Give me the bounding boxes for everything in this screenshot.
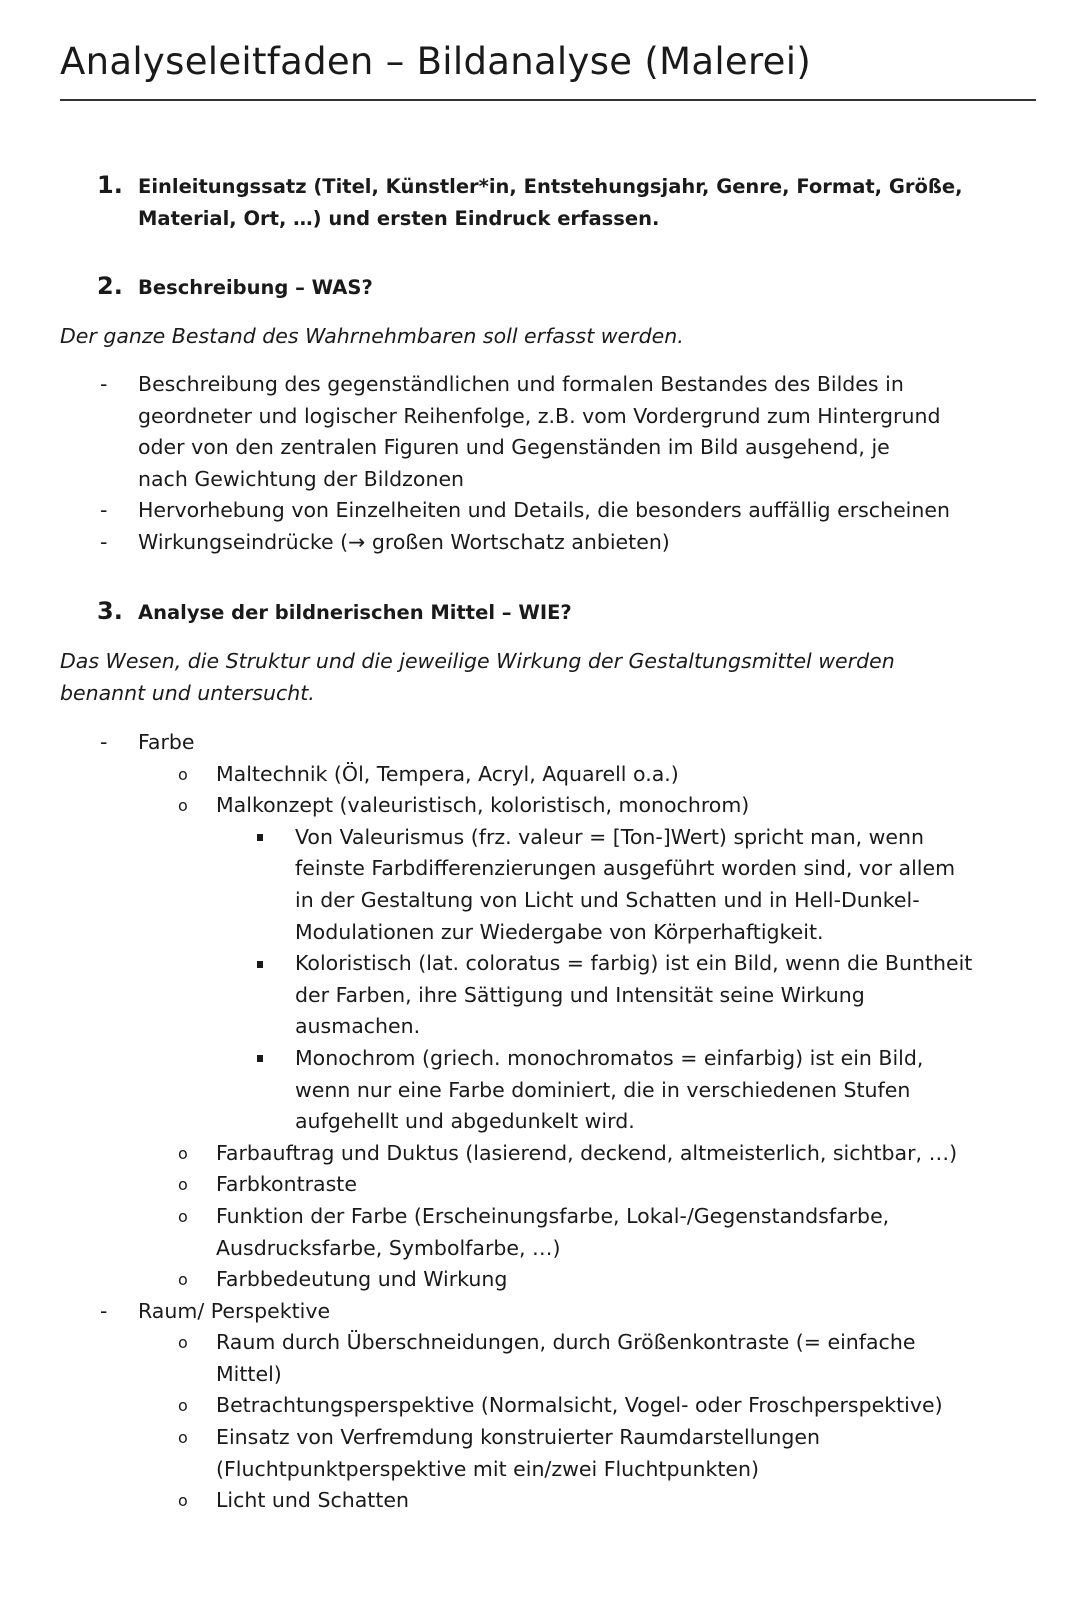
section-number: 2. (97, 272, 123, 300)
dash-bullet-icon: - (100, 498, 108, 523)
list-item (0, 759, 1080, 791)
list-item (0, 1138, 1080, 1170)
square-bullet-icon (257, 822, 263, 854)
item-text: (Fluchtpunktperspektive mit ein/zwei Fluchtpunkten) (216, 1456, 759, 1481)
section-number: 1. (97, 171, 123, 199)
section-2-bullets (0, 369, 1080, 559)
item-text: Farbkontraste (216, 1172, 357, 1197)
section-number: 3. (97, 597, 123, 625)
item-text: Farbauftrag und Duktus (lasierend, deckend, altmeisterlich, sichtbar, …) (216, 1140, 958, 1165)
list-item (0, 1327, 1080, 1359)
dash-bullet-icon: - (100, 1298, 108, 1323)
circle-bullet-icon: o (178, 1428, 188, 1448)
item-text: geordneter und logischer Reihenfolge, z.B. vom Vordergrund zum Hintergrund (138, 403, 941, 428)
heading-line: Material, Ort, …) und ersten Eindruck erfassen. (138, 206, 660, 230)
page-title: Analyseleitfaden – Bildanalyse (Malerei) (60, 40, 812, 83)
item-text: Beschreibung des gegenständlichen und formalen Bestandes des Bildes in (138, 372, 904, 396)
circle-bullet-icon: o (178, 1143, 188, 1163)
square-bullet-icon (257, 1043, 263, 1075)
circle-bullet-icon: o (178, 1491, 188, 1511)
item-text: Wirkungseindrücke (→ großen Wortschatz anbieten) (138, 529, 670, 554)
item-text: Maltechnik (Öl, Tempera, Acryl, Aquarell o.a.) (216, 761, 679, 786)
item-text: der Farben, ihre Sättigung und Intensität seine Wirkung (295, 982, 865, 1007)
list-item (0, 1169, 1080, 1201)
circle-bullet-icon: o (178, 796, 188, 816)
item-text: Raum durch Überschneidungen, durch Größenkontraste (= einfache (216, 1330, 916, 1355)
item-text: Betrachtungsperspektive (Normalsicht, Vogel- oder Froschperspektive) (216, 1393, 943, 1418)
list-item-raum (0, 1296, 1080, 1328)
item-text: in der Gestaltung von Licht und Schatten und in Hell-Dunkel- (295, 887, 920, 912)
intro-line: benannt und untersucht. (60, 680, 315, 705)
circle-bullet-icon: o (178, 1206, 188, 1226)
list-item (0, 1043, 1080, 1075)
section-1-heading (0, 171, 1080, 234)
list-item (0, 1485, 1080, 1517)
item-text: ausmachen. (295, 1014, 421, 1039)
heading-line: Analyse der bildnerischen Mittel – WIE? (138, 601, 572, 624)
item-text: aufgehellt und abgedunkelt wird. (295, 1109, 635, 1134)
item-text: Monochrom (griech. monochromatos = einfarbig) ist ein Bild, (295, 1045, 924, 1070)
list-item (0, 527, 1080, 559)
item-text: Einsatz von Verfremdung konstruierter Raumdarstellungen (216, 1425, 820, 1450)
item-text: Ausdrucksfarbe, Symbolfarbe, …) (216, 1235, 561, 1260)
circle-bullet-icon: o (178, 764, 188, 784)
list-item (0, 822, 1080, 854)
section-2-heading (0, 272, 1080, 304)
heading-line: Einleitungssatz (Titel, Künstler*in, Entstehungsjahr, Genre, Format, Größe, (138, 175, 963, 198)
item-text: Farbe (138, 730, 195, 754)
circle-bullet-icon: o (178, 1175, 188, 1195)
item-text: Modulationen zur Wiedergabe von Körperhaftigkeit. (295, 919, 824, 944)
list-item (0, 1201, 1080, 1233)
section-2-intro (0, 321, 1080, 353)
item-text: wenn nur eine Farbe dominiert, die in verschiedenen Stufen (295, 1077, 911, 1102)
item-text: Mittel) (216, 1361, 282, 1386)
item-text: Von Valeurismus (frz. valeur = [Ton-]Wert) spricht man, wenn (295, 824, 924, 849)
dash-bullet-icon: - (100, 730, 108, 754)
item-text: Hervorhebung von Einzelheiten und Details, die besonders auffällig erscheinen (138, 498, 950, 523)
dash-bullet-icon: - (100, 529, 108, 554)
item-text: feinste Farbdifferenzierungen ausgeführt worden sind, vor allem (295, 856, 956, 881)
item-text: Licht und Schatten (216, 1488, 409, 1513)
item-text: nach Gewichtung der Bildzonen (138, 466, 465, 491)
list-item (0, 1390, 1080, 1422)
circle-bullet-icon: o (178, 1396, 188, 1416)
item-text: Raum/ Perspektive (138, 1298, 331, 1323)
section-3-intro (0, 646, 1080, 709)
section-3-heading (0, 597, 1080, 629)
list-item (0, 1422, 1080, 1454)
list-item (0, 495, 1080, 527)
item-text: Malkonzept (valeuristisch, koloristisch, monochrom) (216, 793, 750, 818)
list-item-farbe (0, 727, 1080, 759)
list-item (0, 948, 1080, 980)
heading-line: Beschreibung – WAS? (138, 276, 373, 299)
item-text: Koloristisch (lat. coloratus = farbig) ist ein Bild, wenn die Buntheit (295, 951, 973, 976)
item-text: oder von den zentralen Figuren und Gegenständen im Bild ausgehend, je (138, 435, 890, 460)
circle-bullet-icon: o (178, 1270, 188, 1290)
section-3-list (0, 727, 1080, 1517)
square-bullet-icon (257, 948, 263, 980)
item-text: Farbbedeutung und Wirkung (216, 1267, 508, 1292)
list-item (0, 790, 1080, 822)
list-item (0, 369, 1080, 401)
intro-line: Das Wesen, die Struktur und die jeweilige Wirkung der Gestaltungsmittel werden (60, 649, 895, 673)
item-text: Funktion der Farbe (Erscheinungsfarbe, Lokal-/Gegenstandsfarbe, (216, 1203, 890, 1228)
dash-bullet-icon: - (100, 372, 108, 396)
title-divider (60, 99, 1036, 101)
intro-line: Der ganze Bestand des Wahrnehmbaren soll erfasst werden. (60, 324, 684, 348)
list-item (0, 1264, 1080, 1296)
circle-bullet-icon: o (178, 1333, 188, 1353)
